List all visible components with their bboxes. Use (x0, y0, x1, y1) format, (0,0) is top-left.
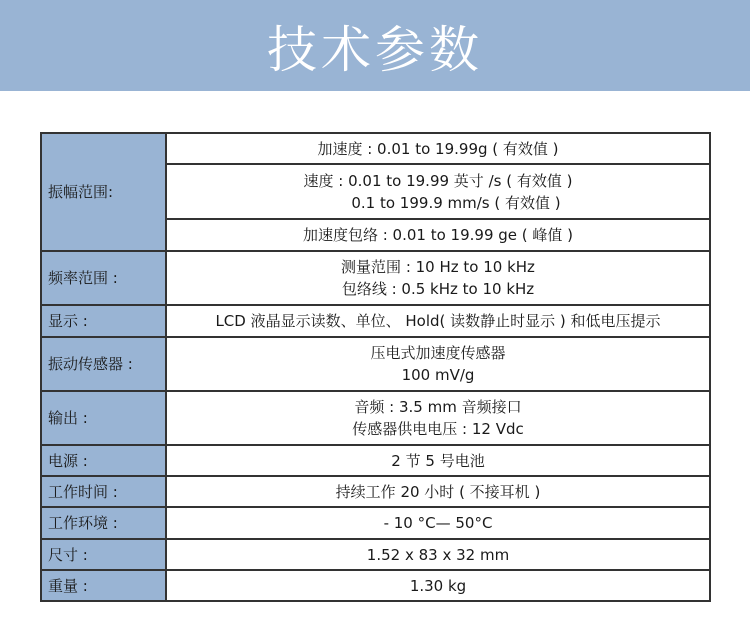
spec-text-output-1: 音频 : 3.5 mm 音频接口 (354, 398, 522, 416)
spec-text-velocity-2: 0.1 to 199.9 mm/s ( 有效值 ) (351, 193, 561, 212)
spec-label-weight: 重量 : (41, 570, 166, 601)
page-title: 技术参数 (267, 20, 483, 79)
spec-value-envelope (166, 219, 710, 251)
spec-value-power (166, 445, 710, 476)
spec-row-weight (41, 570, 710, 601)
spec-text-environment: - 10 °C— 50°C (383, 514, 493, 532)
spec-text-envelope: 加速度包络 : 0.01 to 19.99 ge ( 峰值 ) (302, 226, 574, 244)
spec-value-accel (166, 133, 710, 164)
spec-table (40, 132, 711, 602)
spec-label-power: 电源 : (41, 445, 166, 476)
spec-text-sensor-1: 压电式加速度传感器 (370, 344, 506, 362)
spec-label-display: 显示 : (41, 305, 166, 337)
spec-row-environment (41, 507, 710, 539)
spec-text-work-time: 持续工作 20 小时 ( 不接耳机 ) (335, 482, 541, 501)
spec-text-sensor-2: 100 mV/g (401, 366, 475, 384)
spec-row-range (41, 133, 710, 164)
spec-text-display: LCD 液晶显示读数、单位、 Hold( 读数静止时显示 ) 和低电压提示 (215, 312, 661, 330)
spec-label-output: 输出 : (41, 391, 166, 445)
spec-row-power (41, 445, 710, 476)
spec-label-work-time: 工作时间 : (41, 476, 166, 507)
spec-row-size (41, 539, 710, 570)
spec-row-frequency (41, 251, 710, 305)
spec-value-environment (166, 507, 710, 539)
spec-label-environment: 工作环境 : (41, 507, 166, 539)
spec-value-work-time (166, 476, 710, 507)
spec-value-output (166, 391, 710, 445)
spec-value-weight (166, 570, 710, 601)
spec-row-display (41, 305, 710, 337)
spec-text-weight: 1.30 kg (409, 576, 467, 595)
spec-text-velocity-1: 速度 : 0.01 to 19.99 英寸 /s ( 有效值 ) (303, 171, 573, 190)
spec-label-sensor: 振动传感器 : (41, 337, 166, 391)
spec-row-work-time (41, 476, 710, 507)
spec-value-velocity (166, 164, 710, 219)
spec-text-frequency-2: 包络线 : 0.5 kHz to 10 kHz (341, 280, 535, 298)
spec-text-accel: 加速度 : 0.01 to 19.99g ( 有效值 ) (317, 139, 559, 158)
spec-value-size (166, 539, 710, 570)
spec-text-power: 2 节 5 号电池 (391, 451, 485, 470)
spec-row-output (41, 391, 710, 445)
spec-row-sensor (41, 337, 710, 391)
spec-value-frequency (166, 251, 710, 305)
spec-text-size: 1.52 x 83 x 32 mm (366, 545, 510, 564)
spec-label-frequency: 频率范围 : (41, 251, 166, 305)
spec-label-range: 振幅范围: (41, 133, 166, 251)
spec-text-frequency-1: 测量范围 : 10 Hz to 10 kHz (341, 258, 535, 276)
header-banner (0, 0, 750, 91)
spec-text-output-2: 传感器供电电压 : 12 Vdc (352, 420, 524, 438)
spec-value-sensor (166, 337, 710, 391)
spec-label-size: 尺寸 : (41, 539, 166, 570)
spec-value-display (166, 305, 710, 337)
